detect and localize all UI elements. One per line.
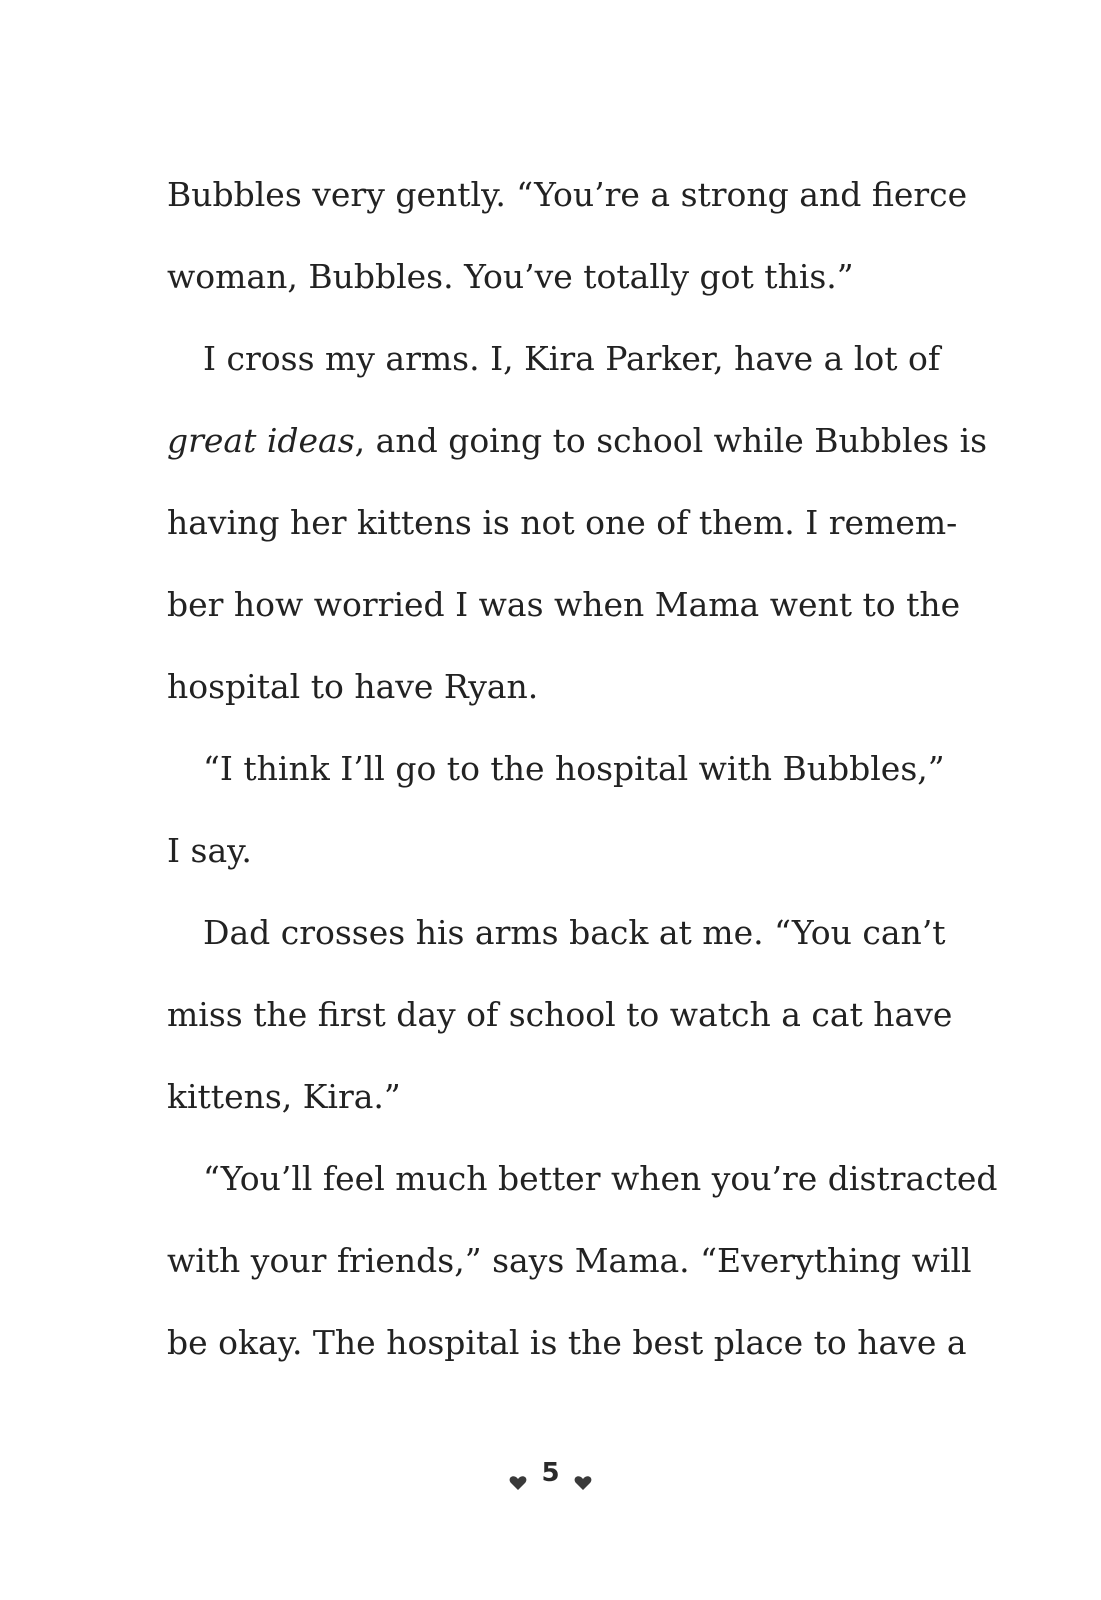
text-line-6: ber how worried I was when Mama went to the	[167, 585, 961, 624]
text-line-8: “I think I’ll go to the hospital with Bubbles,”	[203, 749, 945, 788]
page-footer	[0, 1452, 1101, 1492]
text-line-12: kittens, Kira.”	[167, 1077, 401, 1116]
text-line-11: miss the first day of school to watch a cat have	[167, 995, 953, 1034]
text-line-1: Bubbles very gently. “You’re a strong and fierce	[167, 175, 968, 214]
page-number: 5	[541, 1457, 560, 1488]
text-line-13: “You’ll feel much better when you’re distracted	[203, 1159, 998, 1198]
text-line-10: Dad crosses his arms back at me. “You can’t	[203, 913, 946, 952]
text-line-4-rest: , and going to school while Bubbles is	[354, 421, 988, 460]
text-line-7: hospital to have Ryan.	[167, 667, 539, 706]
text-line-5: having her kittens is not one of them. I remem-	[167, 503, 958, 542]
italic-phrase: great ideas	[167, 421, 355, 460]
text-line-9: I say.	[167, 831, 252, 870]
text-line-4	[167, 411, 988, 471]
text-line-14: with your friends,” says Mama. “Everything will	[167, 1241, 972, 1280]
heart-icon	[509, 1463, 527, 1479]
heart-icon	[574, 1463, 592, 1479]
text-line-15: be okay. The hospital is the best place to have a	[167, 1323, 967, 1362]
text-line-2: woman, Bubbles. You’ve totally got this.”	[167, 257, 854, 296]
text-line-3: I cross my arms. I, Kira Parker, have a lot of	[203, 339, 941, 378]
